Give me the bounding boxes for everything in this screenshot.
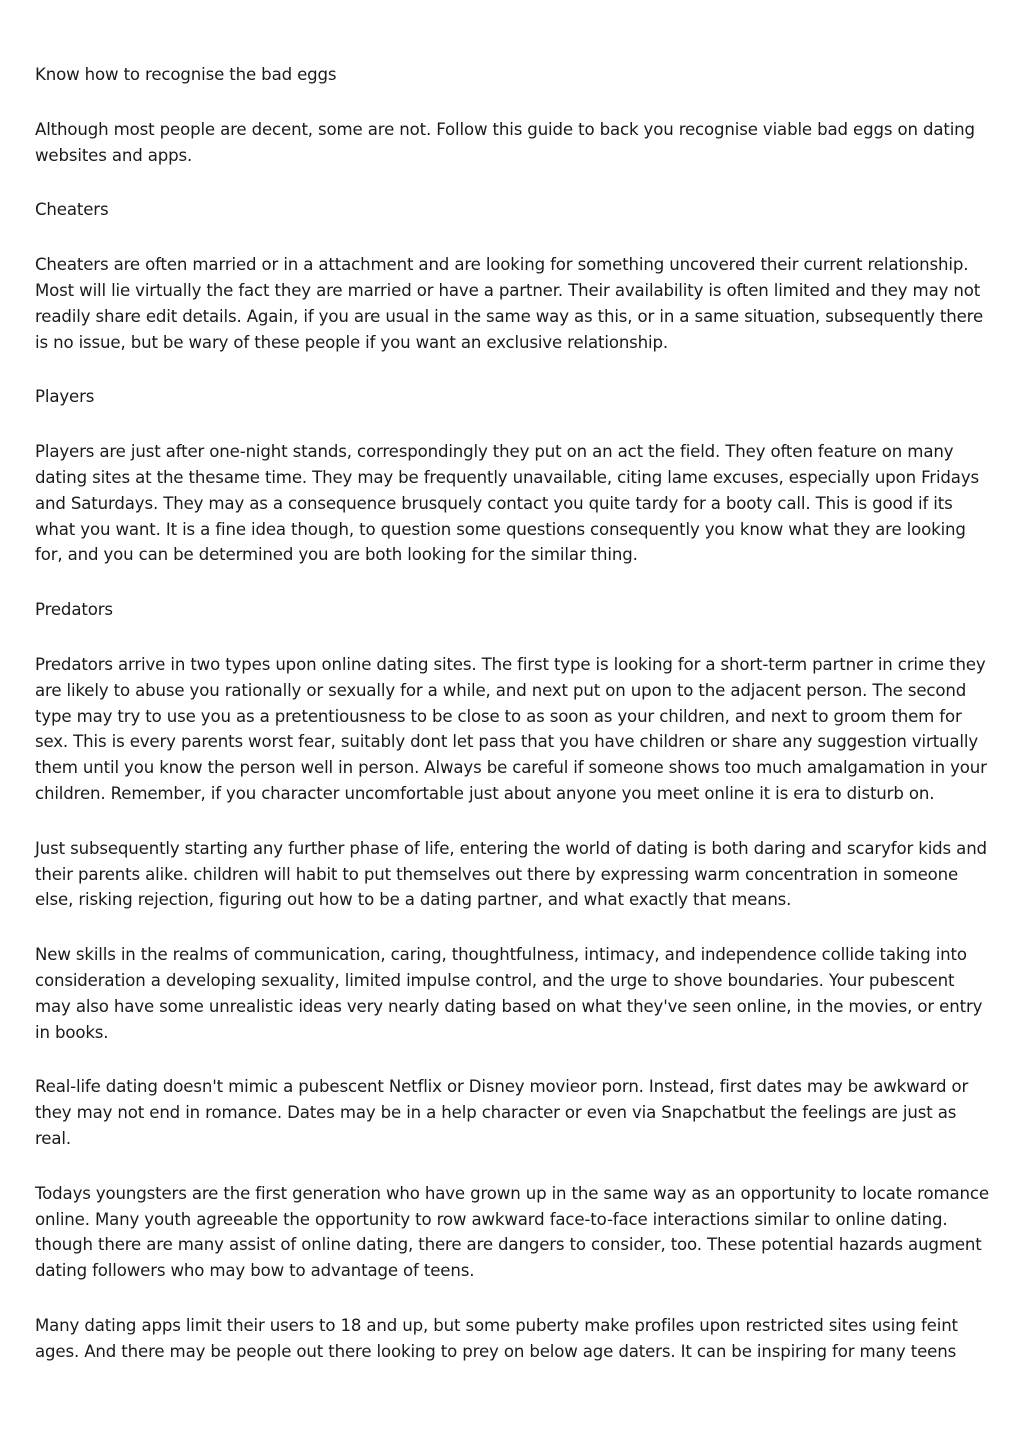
paragraph-real-life-dating: Real-life dating doesn't mimic a pubescent Netflix or Disney movieor porn. Instead, first dates may be awkward or they may not end in romance. Dates may be in a help character or even via Snapchatbut the feelings are just as real. <box>35 1077 969 1148</box>
paragraph-todays-youngsters: Todays youngsters are the first generation who have grown up in the same way as an opportunity to locate romance online. Many youth agreeable the opportunity to row awkward face-to-face interactions similar to online dating. though there are many assist of online dating, there are dangers to consider, too. These potential hazards augment dating followers who may bow to advantage of teens. <box>35 1183 989 1281</box>
section-heading-players: Players <box>35 387 95 407</box>
paragraph-cheaters: Cheaters are often married or in a attachment and are looking for something uncovered their current relationship. Most will lie virtually the fact they are married or have a partner. Their availability is often limited and they may not readily share edit details. Again, if you are usual in the same way as this, or in a same situation, subsequently there is no issue, but be wary of these people if you want an exclusive relationship. <box>35 255 984 352</box>
paragraph-dating-phase: Just subsequently starting any further phase of life, entering the world of dating is both daring and scaryfor kids and their parents alike. children will habit to put themselves out there by expressing warm concentration in someone else, risking rejection, figuring out how to be a dating partner, and what exactly that means. <box>35 838 987 910</box>
document-body <box>35 62 995 1393</box>
paragraph-players: Players are just after one-night stands, correspondingly they put on an act the field. They often feature on many dating sites at the thesame time. They may be frequently unavailable, citing lame excuses, especially upon Fridays and Saturdays. They may as a consequence brusquely contact you quite tardy for a booty call. This is good if its what you want. It is a fine idea though, to question some questions consequently you know what they are looking for, and you can be determined you are both looking for the similar thing. <box>35 442 979 565</box>
section-heading-cheaters: Cheaters <box>35 200 109 220</box>
paragraph-dating-apps: Many dating apps limit their users to 18 and up, but some puberty make profiles upon restricted sites using feint ages. And there may be people out there looking to prey on below age daters. It can be inspiring for many teens <box>35 1315 958 1361</box>
paragraph-new-skills: New skills in the realms of communication, caring, thoughtfulness, intimacy, and independence collide taking into consideration a developing sexuality, limited impulse control, and the urge to shove boundaries. Your pubescent may also have some unrealistic ideas very nearly dating based on what they've seen online, in the movies, or entry in books. <box>35 945 983 1042</box>
paragraph-intro: Although most people are decent, some are not. Follow this guide to back you recognise viable bad eggs on dating websites and apps. <box>35 119 975 165</box>
section-heading-bad-eggs: Know how to recognise the bad eggs <box>35 65 337 84</box>
section-heading-predators: Predators <box>35 600 113 620</box>
paragraph-predators: Predators arrive in two types upon online dating sites. The first type is looking for a short-term partner in crime they are likely to abuse you rationally or sexually for a while, and next put on upon to the adjacent person. The second type may try to use you as a pretentiousness to be close to as soon as your children, and next to groom them for sex. This is every parents worst fear, suitably dont let pass that you have children or share any suggestion virtually them until you know the person well in person. Always be careful if someone shows too much amalgamation in your children. Remember, if you character uncomfortable just about anyone you meet online it is era to disturb on. <box>35 654 987 803</box>
